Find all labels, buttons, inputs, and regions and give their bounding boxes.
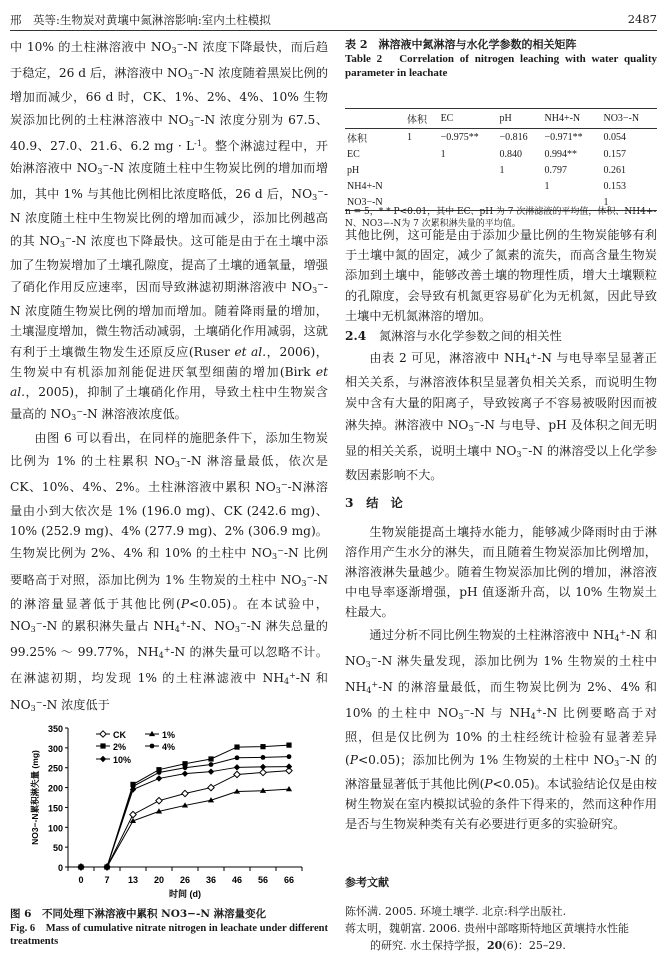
table-row (345, 178, 657, 194)
figure-caption-cn: 图 6 不同处理下淋溶液中累积 NO3−-N 淋溶量变化 (10, 908, 267, 920)
legend-label: 2% (113, 742, 127, 752)
marker-diamond (208, 768, 214, 774)
marker-open-diamond (182, 790, 188, 796)
x-tick-label: 13 (127, 875, 139, 885)
table-cell: 0.153 (603, 180, 626, 192)
marker-square (208, 756, 213, 761)
table-row (345, 146, 657, 162)
marker-square (286, 743, 291, 748)
marker-open-diamond (130, 811, 136, 817)
series-10pct (78, 763, 292, 870)
legend-item (145, 730, 175, 740)
legend-item (145, 742, 175, 752)
table-cell: 0.054 (603, 132, 626, 143)
x-tick-label: 0 (78, 875, 84, 885)
table-cell: 1 (407, 132, 412, 143)
series-ck (78, 767, 292, 870)
table-cell (405, 162, 439, 178)
legend-label: 1% (162, 730, 176, 740)
table-header-cell: pH (499, 113, 512, 124)
marker-diamond (234, 764, 240, 770)
table-cell: 0.840 (499, 148, 523, 160)
table-row (345, 129, 657, 147)
table-caption (345, 38, 657, 80)
marker-diamond (286, 763, 292, 769)
table-header-cell (345, 109, 405, 129)
x-tick-label: 66 (283, 875, 295, 885)
table-caption-en: Table 2 Correlation of nitrogen leaching with water quality parameter in leachate (345, 53, 657, 79)
legend-item (96, 742, 126, 752)
header-rule (10, 30, 657, 31)
left-column (10, 35, 328, 719)
marker-square (100, 743, 105, 748)
figure-caption (10, 908, 328, 949)
reference-item: 蒋太明，魏朝富. 2006. 贵州中部喀斯特地区黄壤持水性能 (345, 922, 629, 935)
row-label: 体积 (347, 134, 367, 145)
marker-circle (157, 770, 162, 775)
paragraph: 由表 2 可见，淋溶液中 $NH_4^+-N$ 与电导率呈显著正相关关系，与淋溶液体积呈显著负相关关系，而说明生物炭中含有大量的阳离子，导致铵离子不容易被吸附因而被淋失掉。淋溶液中 $NO_3^--N$ 与电导、pH 及体积之间无明显的相关关系，说明土壤中 $NO_3^--N$ 的淋溶受以上化学参数因素影响不大。 (345, 351, 658, 483)
table-cell: −0.816 (499, 132, 528, 143)
marker-open-diamond (260, 769, 266, 775)
correlation-table (345, 108, 657, 211)
table-header-cell: NH4+-N (544, 113, 581, 124)
x-tick-label: 7 (104, 875, 110, 885)
marker-circle (261, 755, 266, 760)
table-header-row (345, 109, 657, 129)
row-label: pH (347, 164, 360, 176)
y-tick-label: 150 (47, 803, 63, 814)
marker-circle (235, 755, 240, 760)
x-axis-label: 时间 (d) (169, 889, 201, 899)
row-label: NO3−-N (347, 196, 383, 208)
table-cell (498, 178, 543, 194)
figure-caption-en: Fig. 6 Mass of cumulative nitrate nitrogen in leachate under different treatments (10, 922, 328, 947)
marker-circle (183, 765, 188, 770)
y-tick-label: 300 (47, 743, 63, 754)
reference-item-continued: 的研究. 水土保持学报，20(6)：25–29. (370, 939, 566, 952)
row-label: EC (347, 148, 360, 160)
marker-open-diamond (208, 784, 214, 790)
marker-circle (209, 762, 214, 767)
y-tick-label: 200 (47, 783, 63, 794)
page-number: 2487 (627, 12, 657, 26)
marker-circle (287, 754, 292, 759)
table-cell: 0.157 (603, 148, 626, 160)
y-axis-label: NO3−-N累积淋失量 (mg) (30, 750, 40, 845)
marker-square (234, 744, 239, 749)
table-cell: 0.994** (544, 148, 578, 160)
table-note: n = 5，* * P<0.01，其中 EC、pH 为 7 次淋滤液的平均值，体积、NH4+-N、NO3−-N为 7 次累积淋失量的平均值。 (345, 207, 657, 229)
table-cell: 0.797 (544, 164, 568, 176)
table-cell: 1 (544, 180, 550, 192)
right-column (345, 225, 657, 834)
table-cell: −0.975** (440, 132, 479, 143)
table-cell: 1 (603, 196, 609, 208)
marker-circle (150, 744, 155, 749)
table-cell: 1 (499, 164, 505, 176)
paragraph: 由图 6 可以看出，在同样的施肥条件下，添加生物炭比例为 1% 的土柱累积 $NO_3^--N$ 淋溶量最低，依次是 CK、10%、4%、2%。土柱淋溶液中累积 $NO_3^--N$淋溶量由小到大依次是 1% (196.0 mg)、CK (242.6 mg)、10% (252.9 mg)、4% (277.9 mg)、2% (306.9 mg)。生物炭比例为 2%、4% 和 10% 的土柱中 $NO_3^--N$ 比例要略高于对照，添加比例为 1% 生物炭的土柱中 $NO_3^--N$ 的淋溶量显著低于其他比例(P<0.05)。在本试验中，$NO_3^--N$ 的累积淋失量占 $NH_4^+-N$、$NO_3^--N$ 淋失总量的 99.25% ～ 99.77%，$NH_4^+-N$ 的淋失量可以忽略不计。在淋滤初期，均发现 1% 的土柱淋滤液中 $NH_4^+-N$ 和 $NO_3^--N$ 浓度低于 (10, 431, 329, 713)
legend-item (96, 755, 131, 765)
cumulative-nitrate-chart (0, 720, 330, 900)
marker-open-diamond (234, 771, 240, 777)
table-cell (405, 146, 439, 162)
x-tick-label: 36 (205, 875, 217, 885)
table-cell (439, 162, 498, 178)
paragraph: 生物炭能提高土壤持水能力，能够减少降雨时由于淋溶作用产生水分的淋失，而且随着生物炭添加比例增加，淋溶液淋失量越少。随着生物炭添加比例的增加，淋溶液中电导率逐渐增强，pH 值逐渐升高，以 10% 生物炭土柱最大。 (345, 524, 657, 620)
y-tick-label: 350 (47, 724, 63, 734)
running-title: 邢 英等:生物炭对黄壤中氮淋溶影响:室内土柱模拟 (10, 13, 271, 27)
legend-label: 4% (162, 742, 176, 752)
row-label: NH4+-N (347, 180, 383, 192)
marker-open-diamond (100, 731, 106, 737)
table-cell: −0.971** (544, 132, 583, 143)
table-cell: 1 (440, 148, 446, 160)
series-line (81, 789, 289, 867)
table-caption-cn: 表 2 淋溶液中氮淋溶与水化学参数的相关矩阵 (345, 38, 577, 51)
references-list (345, 903, 657, 954)
legend-item (96, 730, 126, 740)
legend-label: 10% (113, 755, 132, 765)
series-line (81, 767, 289, 867)
marker-triangle (286, 786, 292, 791)
legend-label: CK (113, 730, 126, 740)
table-header-cell: EC (440, 113, 454, 124)
reference-item: 陈怀满. 2005. 环境土壤学. 北京:科学出版社. (345, 905, 567, 918)
table-cell (439, 178, 498, 194)
marker-diamond (156, 775, 162, 781)
table-row (345, 162, 657, 178)
x-tick-label: 20 (153, 875, 165, 885)
paragraph: 通过分析不同比例生物炭的土柱淋溶液中 $NH_4^+-N$ 和 $NO_3^--N$ 淋失量发现，添加比例为 1% 生物炭的土柱中 $NH_4^+-N$ 的淋溶量最低，而生物炭比例为 2%、4% 和 10% 的土柱中 $NO_3^--N$ 与 $NH_4^+-N$ 比例要略高于对照，但是仅比例为 10% 的土柱经统计检验有显著差异(P<0.05)；添加比例为 1% 生物炭的土柱中 $NO_3^--N$ 的淋溶量显著低于其他比例(P<0.05)。本试验结论仅是由桉树生物炭在室内模拟试验的条件下得来的，然而这种作用是否与生物炭种类有关有必要进行更多的实验研究。 (345, 627, 658, 832)
x-tick-label: 26 (179, 875, 191, 885)
running-header (10, 12, 657, 28)
table-header-cell: 体积 (407, 115, 427, 126)
y-tick-label: 250 (47, 763, 63, 774)
y-tick-label: 50 (52, 843, 63, 854)
marker-diamond (100, 756, 106, 762)
y-tick-label: 100 (47, 823, 63, 834)
section-heading-2-4: 2.4 氮淋溶与水化学参数之间的相关性 (345, 329, 562, 344)
section-heading-3: 3 结 论 (345, 496, 403, 511)
table-cell (405, 178, 439, 194)
marker-diamond (182, 770, 188, 776)
table-header-cell: NO3−-N (603, 113, 640, 124)
table-cell: 0.261 (603, 164, 626, 176)
x-tick-label: 46 (231, 875, 243, 885)
paragraph: 其他比例，这可能是由于添加少量比例的生物炭能够有利于土壤中氮的固定，减少了氮素的流失，而高含量生物炭添加到土壤中，能够改善土壤的物理性质，增大土壤颗粒的孔隙度，会导致有机氮更容易矿化为无机氮，因此导致土壤中无机氮淋溶的增加。 (345, 228, 657, 323)
marker-square (260, 744, 265, 749)
x-tick-label: 56 (257, 875, 269, 885)
references-title: 参考文献 (345, 876, 389, 889)
marker-diamond (260, 764, 266, 770)
y-tick-label: 0 (57, 863, 63, 873)
marker-open-diamond (156, 797, 162, 803)
paragraph: 中 10% 的土柱淋溶液中 $NO_3^--N$ 浓度下降最快，而后趋于稳定，26 d 后，淋溶液中 $NO_3^--N$ 浓度随着黑炭比例的增加而减少，66 d 时，CK、1%、2%、4%、10% 生物炭添加比例的土柱淋溶液中 $NO_3^--N$ 浓度分别为 67.5、40.9、27.0、21.6、6.2 mg · $L^{-1}$。整个淋滤过程中，开始淋溶液中 $NO_3^--N$ 浓度随土柱中生物炭比例的增加而增加，其中 1% 与其他比例相比浓度略低，26 d 后，$NO_3^--N$ 浓度随土柱中生物炭比例的增加而减少，添加比例越高的其 $NO_3^--N$ 浓度也下降最快。这可能是由于在土壤中添加了生物炭增加了土壤孔隙度，提高了土壤的通氧量，增强了硝化作用反应速率，因而导致淋滤初期淋溶液中 $NO_3^--N$ 浓度随生物炭比例的增加而增加。随着降雨量的增加，土壤湿度增加，微生物活动减弱，土壤硝化作用减弱，这就有利于土壤微生物发生还原反应(Ruser et al.，2006)，生物炭中有机添加剂能促进厌氧型细菌的增加(Birk et al.，2005)，抑制了土壤硝化作用，导致土柱中生物炭含量高的 $NO_3^--N$ 淋溶液浓度低。 (10, 40, 329, 423)
